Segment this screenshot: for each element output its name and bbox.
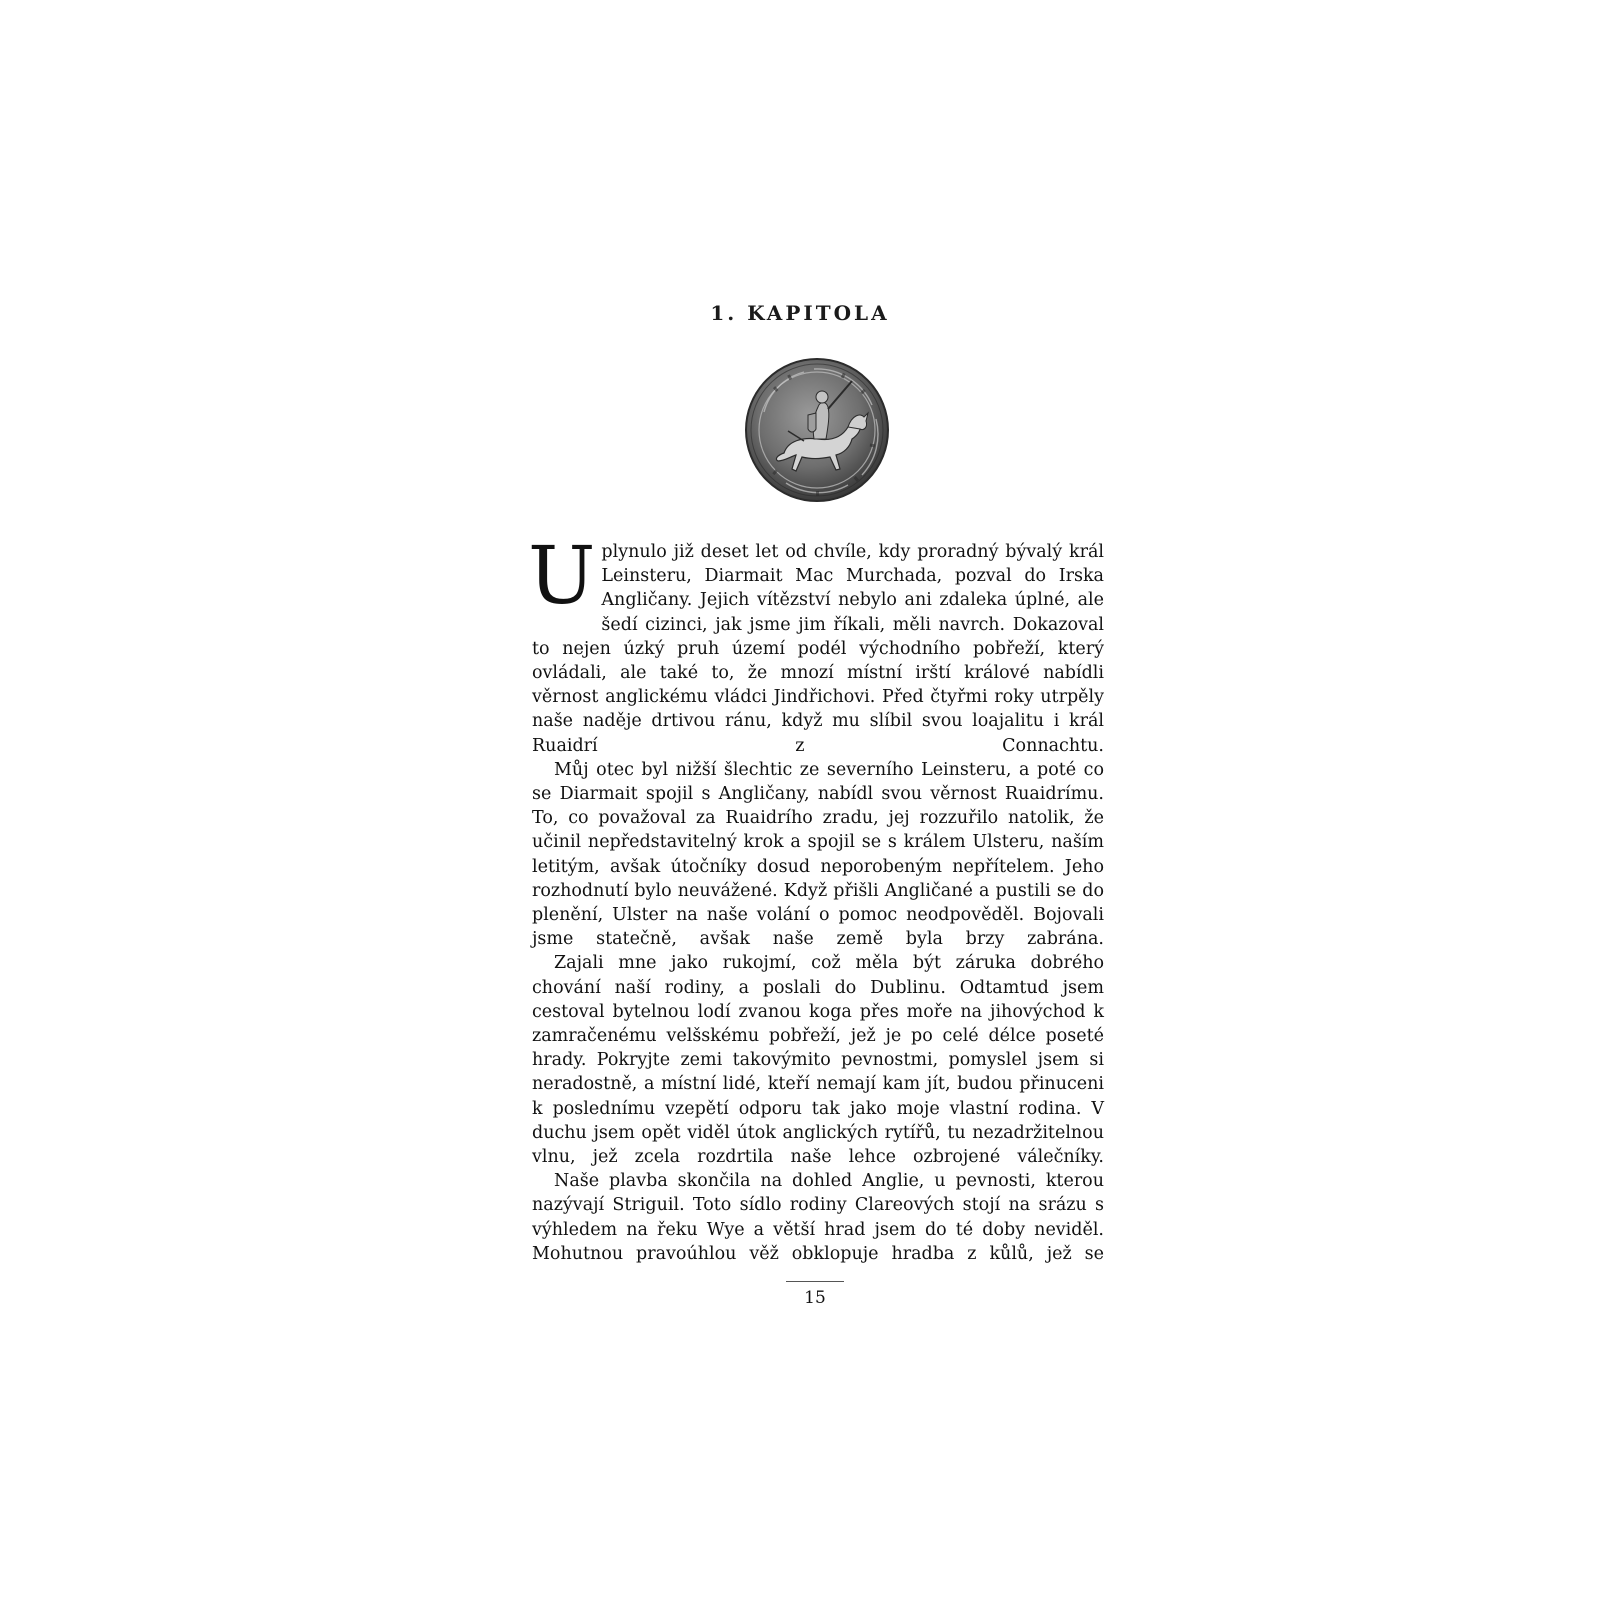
paragraph-3: Zajali mne jako rukojmí, což měla být záruka dobrého chování naší rodiny, a poslali do Dublinu. Odtamtud jsem cestoval bytelnou lodí zvanou koga přes moře na jihovýchod k zamračenému velšskému pobřeží, jež je po celé délce poseté hrady. Pokryjte zemi takovýmito pevnostmi, pomyslel jsem si neradostně, a místní lidé, kteří nemají kam jít, budou přinuceni k poslednímu vzepětí odporu tak jako moje vlastní rodina. V duchu jsem opět viděl útok anglických rytířů, tu nezadržitelnou vlnu, jež zcela rozdrtila naše lehce ozbrojené válečníky. — [532, 953, 1104, 1168]
footer-rule — [786, 1281, 844, 1282]
page-number: 15 — [804, 1288, 826, 1308]
chapter-text — [528, 529, 1104, 1266]
paragraph-1 — [528, 529, 1104, 758]
medieval-equestrian-seal-icon — [744, 357, 890, 503]
paragraph-1-text: plynulo již deset let od chvíle, kdy proradný bývalý král Leinsteru, Diarmait Mac Murchada, pozval do Irska Angličany. Jejich vítězství nebylo ani zdaleka úplné, ale šedí cizinci, jak jsme jim říkali, měli navrch. Dokazoval to nejen úzký pruh území podél východního pobřeží, který ovládali, ale také to, že mnozí místní irští králové nabídli věrnost anglickému vládci Jindřichovi. Před čtyřmi roky utrpěly naše naděje drtivou ránu, když mu slíbil svou loajalitu i král Ruaidrí z Connachtu. — [532, 542, 1104, 756]
chapter-heading: 1. KAPITOLA — [710, 301, 890, 325]
drop-cap: U — [528, 529, 596, 622]
paragraph-4: Naše plavba skončila na dohled Anglie, u pevnosti, kterou nazývají Striguil. Toto sídlo rodiny Clareových stojí na srázu s výhledem na řeku Wye a větší hrad jsem do té doby neviděl. Mohutnou pravoúhlou věž obklopuje hradba z kůlů, jež se — [532, 1171, 1104, 1264]
paragraph-2: Můj otec byl nižší šlechtic ze severního Leinsteru, a poté co se Diarmait spojil s Angličany, nabídl svou věrnost Ruaidrímu. To, co považoval za Ruaidrího zradu, jej rozzuřilo natolik, že učinil nepředstavitelný krok a spojil se s králem Ulsteru, naším letitým, avšak útočníky dosud neporobeným nepřítelem. Jeho rozhodnutí bylo neuvážené. Když přišli Angličané a pustili se do plenění, Ulster na naše volání o pomoc neodpověděl. Bojovali jsme statečně, avšak naše země byla brzy zabrána. — [532, 759, 1104, 950]
